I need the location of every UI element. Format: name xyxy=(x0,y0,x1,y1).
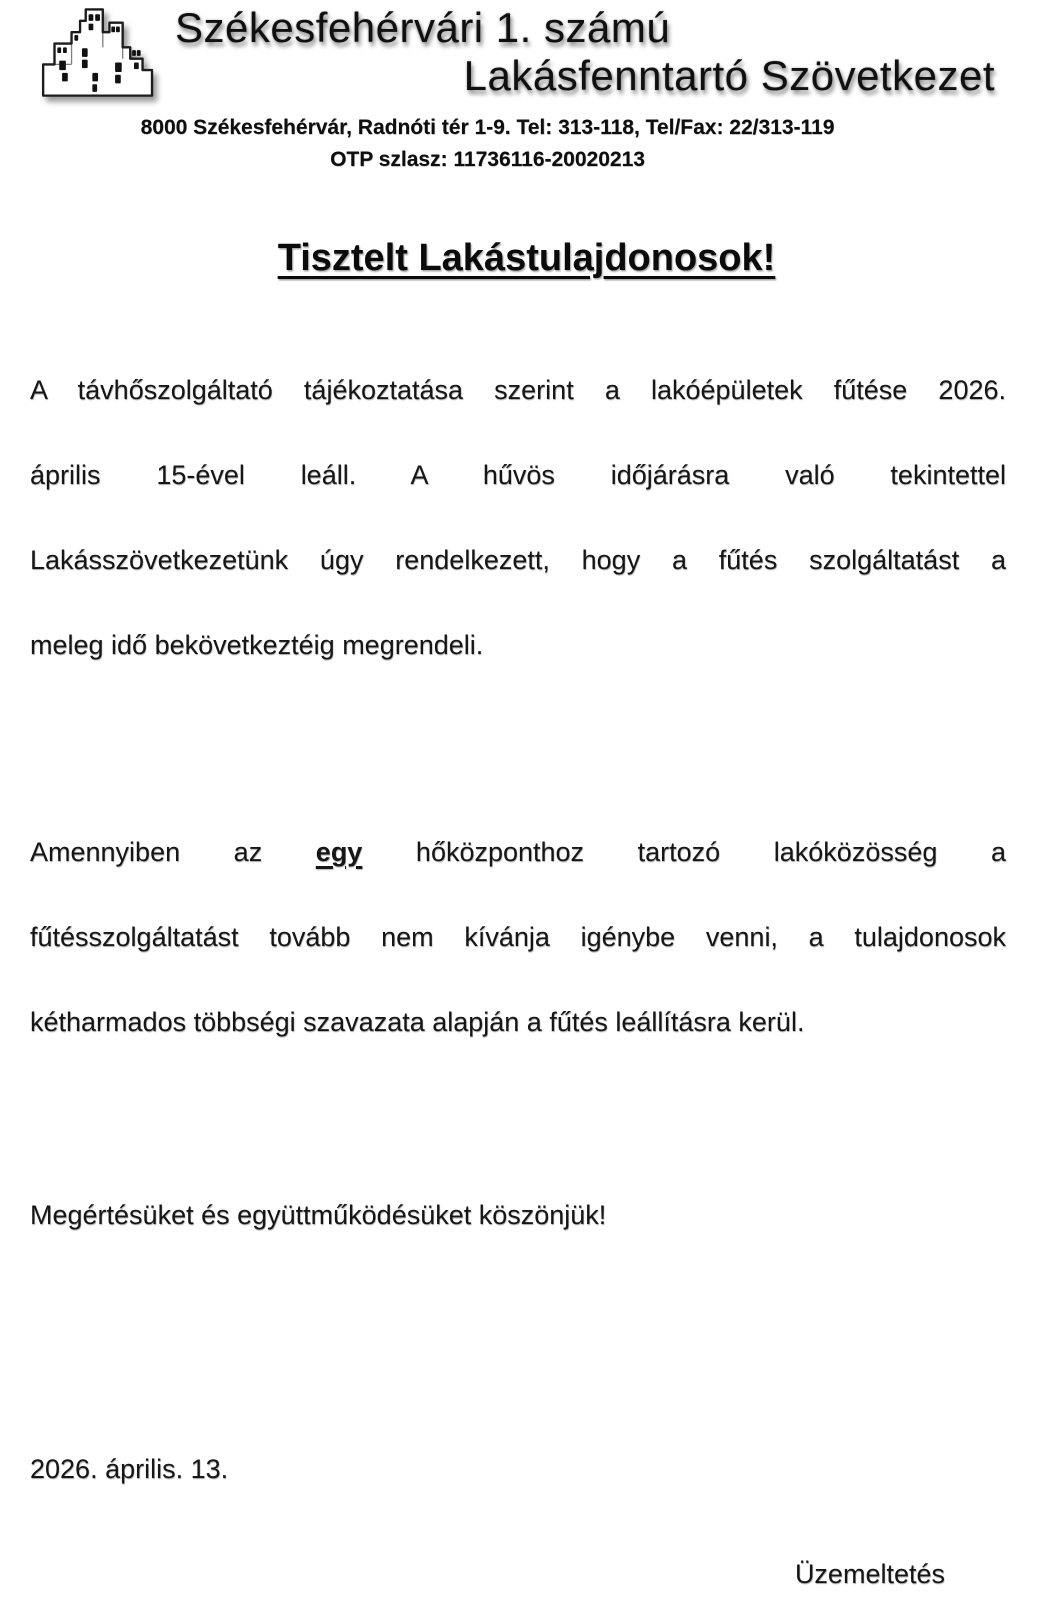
paragraph-1-line-2: április 15-ével leáll. A hűvös időjárásra való tekintettel xyxy=(30,460,1006,490)
org-name-line2: Lakásfenntartó Szövetkezet xyxy=(463,52,995,99)
letter-title: Tisztelt Lakástulajdonosok! xyxy=(277,237,776,279)
paragraph-1-line-3: Lakásszövetkezetünk úgy rendelkezett, hogy a fűtés szolgáltatást a xyxy=(30,545,1006,575)
paragraph-1-line-4: meleg idő bekövetkeztéig megrendeli. xyxy=(30,630,484,660)
paragraph-1-line-1: A távhőszolgáltató tájékoztatása szerint a lakóépületek fűtése 2026. xyxy=(30,375,1006,405)
city-buildings-icon xyxy=(28,91,170,108)
address-phone-line: 8000 Székesfehérvár, Radnóti tér 1-9. Tel: 313-118, Tel/Fax: 22/313-119 xyxy=(140,116,835,139)
paragraph-2-line-3: kétharmados többségi szavazata alapján a fűtés leállításra kerül. xyxy=(30,1007,805,1037)
closing-thanks-line: Megértésüket és együttműködésüket köszönjük! xyxy=(30,1200,607,1230)
org-name-line1: Székesfehérvári 1. számú xyxy=(175,4,671,51)
emphasized-word-egy: egy xyxy=(315,837,363,867)
paragraph-2 xyxy=(30,810,1006,1065)
paragraph-2-line-1 xyxy=(30,810,1006,895)
paragraph-1 xyxy=(30,348,1006,688)
org-logo xyxy=(28,3,170,104)
paragraph-2-line-1-before: Amennyiben az xyxy=(30,837,263,867)
bank-account-line: OTP szlasz: 11736116-20020213 xyxy=(330,148,645,171)
signature-operations: Üzemeltetés xyxy=(794,1559,945,1589)
letterhead-contact-block xyxy=(0,112,975,176)
date-line: 2026. április. 13. xyxy=(30,1454,229,1484)
paragraph-2-line-2: fűtésszolgáltatást tovább nem kívánja igénybe venni, a tulajdonosok xyxy=(30,922,1006,952)
paragraph-2-line-1-after: hőközponthoz tartozó lakóközösség a xyxy=(415,837,1006,867)
org-name-block xyxy=(175,4,995,100)
